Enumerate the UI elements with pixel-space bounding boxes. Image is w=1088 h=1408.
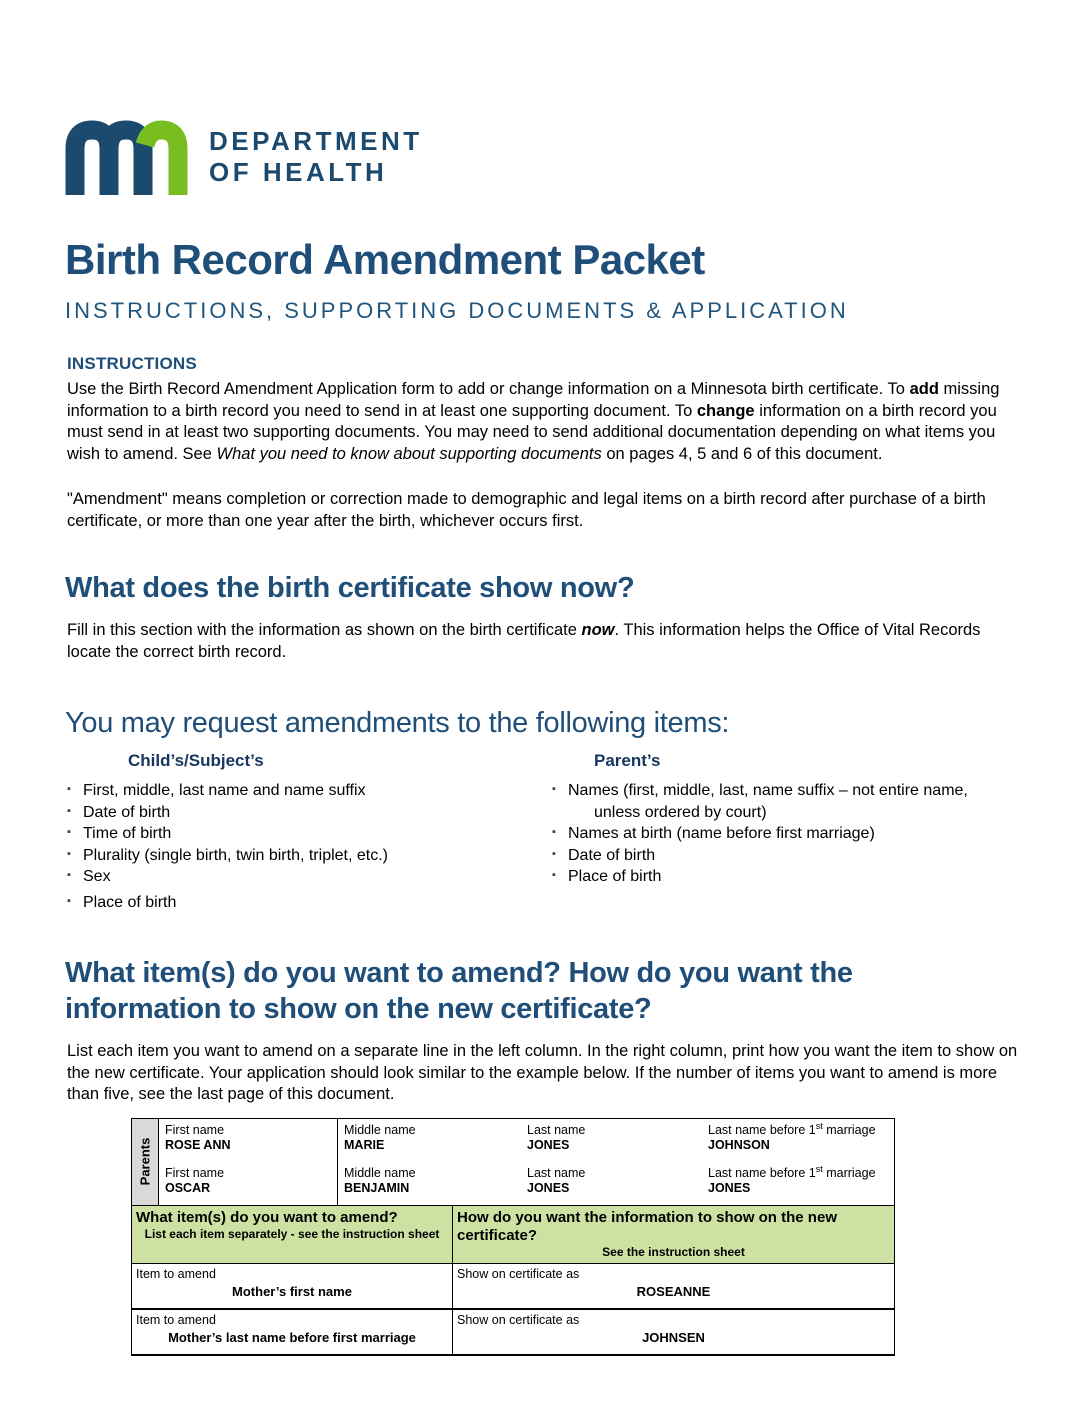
square-bullet-icon: ▪ (67, 847, 71, 860)
list-item: ▪ Sex (65, 866, 550, 888)
parent-column (550, 751, 1020, 913)
square-bullet-icon: ▪ (552, 869, 556, 881)
amend-cell-label: Show on certificate as (457, 1266, 580, 1281)
amend-cell (453, 1310, 894, 1354)
field-value: OSCAR (165, 1180, 211, 1195)
amend-cell (453, 1264, 894, 1308)
table-header-row (132, 1206, 894, 1264)
parent-header: Parent’s (594, 751, 661, 770)
field-value: JOHNSON (708, 1137, 770, 1152)
header-left-subtitle: List each item separately - see the instruction sheet (144, 1226, 440, 1241)
list-item: ▪ Names at birth (name before first marriage) (550, 823, 1020, 845)
section-heading-amendment-items: You may request amendments to the following items: (65, 707, 730, 739)
amend-cell (132, 1310, 453, 1354)
square-bullet-icon: ▪ (67, 783, 71, 795)
list-item: ▪ Names (first, middle, last, name suffix – not entire name, unless ordered by court) (550, 780, 1020, 823)
amend-cell-label: Show on certificate as (457, 1312, 580, 1327)
list-item: ▪ Plurality (single birth, twin birth, triplet, etc.) (65, 845, 550, 867)
parent-list (550, 780, 1020, 888)
table-header-left (132, 1206, 453, 1263)
header-right-title: How do you want the information to show on the new certificate? (457, 1208, 837, 1244)
text-run: information on a birth record you must send in at least two supporting documents. You may need to send additional documentation depending on what items you wish to amend. See (67, 401, 997, 463)
field-value: JONES (527, 1180, 570, 1195)
field-label: Last name before 1st marriage (708, 1163, 876, 1180)
header-right-subtitle: See the instruction sheet (602, 1244, 745, 1259)
text-run: missing information to a birth record you need to send in at least one supporting document. To (67, 380, 1000, 420)
square-bullet-icon: ▪ (552, 783, 556, 795)
text-run: . This information helps the Office of Vital Records locate the correct birth record. (67, 621, 981, 661)
list-item: ▪ Place of birth (65, 892, 550, 914)
field-label: Last name before 1st marriage (708, 1120, 876, 1137)
parents-field-cell (159, 1119, 338, 1162)
field-label: Last name (527, 1122, 586, 1137)
amend-cell-value: JOHNSEN (642, 1329, 705, 1345)
list-item: ▪ Date of birth (65, 802, 550, 824)
section-heading-show-now: What does the birth certificate show now? (65, 572, 635, 604)
amend-cell-value: Mother’s last name before first marriage (168, 1329, 416, 1345)
field-value: ROSE ANN (165, 1137, 231, 1152)
list-item: ▪ Place of birth (550, 866, 1020, 888)
mdh-logo (65, 118, 1023, 196)
parents-field-cell (702, 1162, 894, 1205)
amend-instructions-paragraph: List each item you want to amend on a separate line in the left column. In the right column, print how you want the item to show on the new certificate. Your application should look similar to the example below. If the number of items you want to amend is more than five, see the last page of this document. (67, 1042, 1018, 1103)
child-subject-column (65, 751, 550, 913)
list-item: ▪ Date of birth (550, 845, 1020, 867)
logo-line1: DEPARTMENT (209, 126, 423, 156)
text-run: add (909, 380, 939, 398)
parents-label-text: Parents (137, 1137, 153, 1186)
header-left-title: What item(s) do you want to amend? (136, 1208, 398, 1226)
mn-logo-icon (65, 119, 189, 195)
amendment-items-columns (65, 751, 1023, 913)
parents-field-cell (521, 1162, 702, 1205)
amendment-definition-paragraph: "Amendment" means completion or correction made to demographic and legal items on a birth record after purchase of a birth certificate, or more than one year after the birth, whichever occurs first. (67, 490, 986, 530)
square-bullet-icon: ▪ (67, 869, 71, 881)
square-bullet-icon: ▪ (67, 826, 71, 838)
square-bullet-icon: ▪ (552, 826, 556, 838)
square-bullet-icon: ▪ (67, 804, 71, 817)
field-label: Middle name (344, 1165, 416, 1180)
amend-cell-label: Item to amend (136, 1266, 216, 1281)
amend-rows (132, 1264, 894, 1354)
parents-field-cell (338, 1119, 521, 1162)
list-item: ▪ Time of birth (65, 823, 550, 845)
amend-row (132, 1310, 894, 1354)
field-label: Last name (527, 1165, 586, 1180)
parents-field-cell (521, 1119, 702, 1162)
field-value: BENJAMIN (344, 1180, 410, 1195)
logo-line2: OF HEALTH (209, 157, 388, 187)
text-run: change (696, 401, 755, 420)
text-run: Use the Birth Record Amendment Application form to add or change information on a Minnesota birth certificate. To (67, 380, 910, 398)
field-value: JONES (527, 1137, 570, 1152)
square-bullet-icon: ▪ (552, 847, 556, 860)
logo-text (209, 126, 423, 188)
parents-field-cell (338, 1162, 521, 1205)
field-label: Middle name (344, 1122, 416, 1137)
amend-cell-label: Item to amend (136, 1312, 216, 1327)
text-run: Fill in this section with the information as shown on the birth certificate (67, 621, 582, 639)
page-title: Birth Record Amendment Packet (65, 236, 705, 283)
list-item-continuation: unless ordered by court) (594, 803, 767, 821)
table-header-right (453, 1206, 894, 1263)
child-subject-list (65, 780, 550, 913)
field-label: First name (165, 1165, 225, 1180)
parents-field-cell (159, 1162, 338, 1205)
page-subtitle: INSTRUCTIONS, SUPPORTING DOCUMENTS & APPLICATION (65, 298, 849, 323)
show-now-paragraph (67, 620, 1023, 663)
section-heading-amend: What item(s) do you want to amend? How do you want the information to show on the new certificate? (65, 957, 853, 1025)
instructions-paragraph (67, 379, 1023, 465)
child-subject-header: Child’s/Subject’s (128, 751, 264, 770)
instructions-heading: INSTRUCTIONS (67, 354, 197, 373)
parents-rotated-label (132, 1119, 159, 1205)
list-item: ▪ First, middle, last name and name suffix (65, 780, 550, 802)
text-run: What you need to know about supporting documents (216, 444, 602, 463)
amend-cell-value: ROSEANNE (636, 1283, 711, 1299)
text-run: on pages 4, 5 and 6 of this document. (601, 444, 883, 463)
amend-cell-value: Mother’s first name (232, 1283, 352, 1299)
field-value: MARIE (344, 1137, 385, 1152)
parents-fields (159, 1119, 894, 1205)
square-bullet-icon: ▪ (67, 894, 71, 907)
amend-row (132, 1264, 894, 1310)
parents-section (132, 1119, 894, 1206)
parents-field-cell (702, 1119, 894, 1162)
amend-cell (132, 1264, 453, 1308)
field-value: JONES (708, 1180, 751, 1195)
text-run: now (581, 621, 615, 639)
example-table (131, 1118, 895, 1356)
field-label: First name (165, 1122, 225, 1137)
